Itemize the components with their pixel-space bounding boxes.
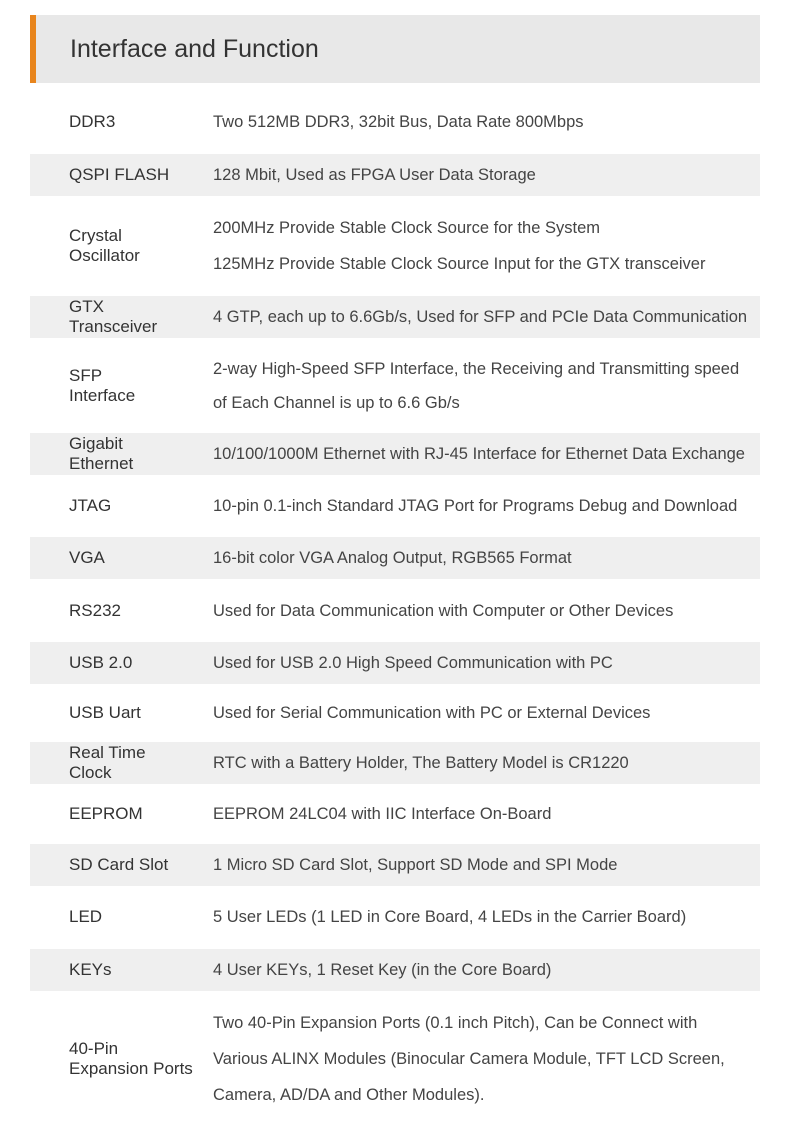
description-line: 16-bit color VGA Analog Output, RGB565 Format: [213, 549, 572, 567]
description-line: 128 Mbit, Used as FPGA User Data Storage: [213, 166, 536, 184]
description-line: Two 512MB DDR3, 32bit Bus, Data Rate 800Mbps: [213, 113, 584, 131]
table-row: [30, 1004, 760, 1114]
table-row: [30, 690, 760, 736]
table-row: [30, 949, 760, 991]
row-label: Real Time Clock: [69, 743, 146, 782]
description-line: Used for Serial Communication with PC or External Devices: [213, 704, 651, 722]
row-description: [213, 210, 760, 282]
row-description: [213, 653, 760, 673]
row-label: Crystal Oscillator: [69, 226, 140, 265]
table-row: [30, 344, 760, 428]
row-description: [213, 1005, 760, 1113]
row-description: [213, 855, 760, 875]
description-line: Various ALINX Modules (Binocular Camera Module, TFT LCD Screen,: [213, 1050, 725, 1068]
description-line: Camera, AD/DA and Other Modules).: [213, 1086, 485, 1104]
description-line: Used for Data Communication with Computer or Other Devices: [213, 602, 674, 620]
table-row: [30, 484, 760, 528]
row-description: [213, 753, 760, 773]
row-label: JTAG: [69, 496, 112, 515]
row-description: [213, 307, 760, 327]
row-description: [213, 165, 760, 185]
description-line: Two 40-Pin Expansion Ports (0.1 inch Pitch), Can be Connect with: [213, 1014, 698, 1032]
row-label: SD Card Slot: [69, 855, 169, 874]
row-label: USB Uart: [69, 703, 141, 722]
table-row: [30, 203, 760, 289]
description-line: 1 Micro SD Card Slot, Support SD Mode and SPI Mode: [213, 856, 618, 874]
row-label: LED: [69, 907, 103, 926]
description-line: 200MHz Provide Stable Clock Source for the System: [213, 219, 601, 237]
description-line: 10-pin 0.1-inch Standard JTAG Port for Programs Debug and Download: [213, 497, 738, 515]
table-row: [30, 792, 760, 836]
row-label: RS232: [69, 601, 121, 620]
table-row: [30, 93, 760, 151]
description-line: 4 GTP, each up to 6.6Gb/s, Used for SFP and PCIe Data Communication: [213, 308, 748, 326]
row-label: Gigabit Ethernet: [69, 434, 134, 473]
description-line: 125MHz Provide Stable Clock Source Input for the GTX transceiver: [213, 255, 706, 273]
row-description: [213, 601, 760, 621]
table-row: [30, 537, 760, 579]
description-line: Used for USB 2.0 High Speed Communication with PC: [213, 654, 613, 672]
row-label: DDR3: [69, 112, 116, 131]
table-row: [30, 154, 760, 196]
row-description: [213, 804, 760, 824]
row-description: [213, 352, 760, 420]
row-label: VGA: [69, 548, 105, 567]
row-label: GTX Transceiver: [69, 297, 158, 336]
table-row: [30, 433, 760, 475]
description-line: 5 User LEDs (1 LED in Core Board, 4 LEDs in the Carrier Board): [213, 908, 687, 926]
row-description: [213, 548, 760, 568]
row-description: [213, 112, 760, 132]
table-row: [30, 742, 760, 784]
description-line: 10/100/1000M Ethernet with RJ-45 Interface for Ethernet Data Exchange: [213, 445, 745, 463]
row-description: [213, 960, 760, 980]
table-row: [30, 642, 760, 684]
section-header: [30, 15, 760, 83]
description-line: 2-way High-Speed SFP Interface, the Receiving and Transmitting speed: [213, 360, 740, 378]
row-label: KEYs: [69, 960, 112, 979]
table-row: [30, 588, 760, 634]
row-label: SFP Interface: [69, 366, 136, 405]
row-description: [213, 907, 760, 927]
row-label: EEPROM: [69, 804, 143, 823]
row-label: 40-Pin Expansion Ports: [69, 1039, 193, 1078]
row-label: USB 2.0: [69, 653, 133, 672]
table-row: [30, 296, 760, 338]
row-description: [213, 496, 760, 516]
description-line: 4 User KEYs, 1 Reset Key (in the Core Board): [213, 961, 552, 979]
table-row: [30, 894, 760, 940]
section-title: Interface and Function: [70, 35, 319, 63]
row-label: QSPI FLASH: [69, 165, 170, 184]
description-line: RTC with a Battery Holder, The Battery Model is CR1220: [213, 754, 629, 772]
row-description: [213, 444, 760, 464]
row-description: [213, 703, 760, 723]
description-line: of Each Channel is up to 6.6 Gb/s: [213, 394, 460, 412]
description-line: EEPROM 24LC04 with IIC Interface On-Board: [213, 805, 552, 823]
table-row: [30, 844, 760, 886]
